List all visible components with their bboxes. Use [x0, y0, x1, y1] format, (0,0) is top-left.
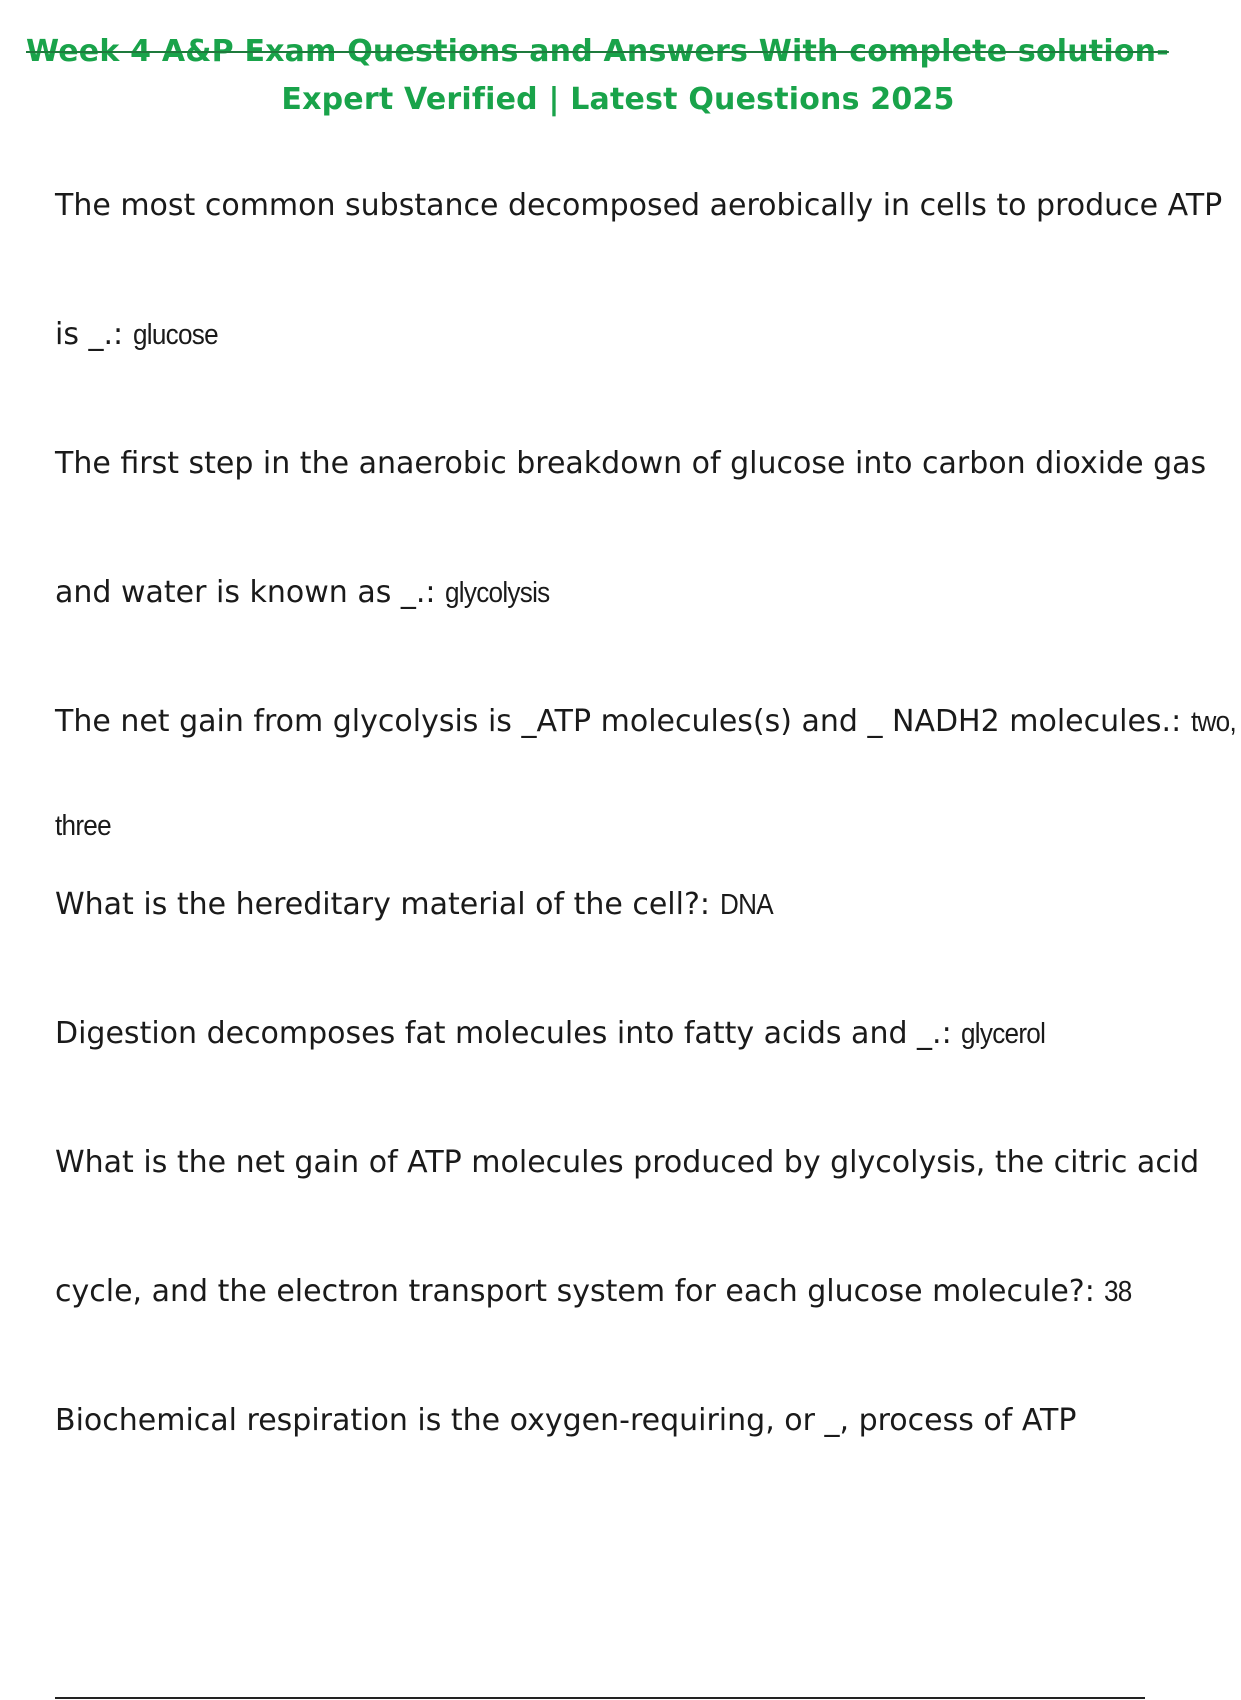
question-line: [55, 1403, 1200, 1439]
document-title-line-2: Expert Verified | Latest Questions 2025: [281, 82, 955, 117]
page-bottom-rule: [55, 1697, 1145, 1699]
question-text: The first step in the anaerobic breakdown of glucose into carbon dioxide gas: [55, 446, 1207, 481]
question-text: Biochemical respiration is the oxygen-requiring, or _, process of ATP: [55, 1403, 1077, 1438]
question-line: [55, 188, 1223, 224]
question-line: [55, 317, 227, 353]
answer-text: glycolysis: [445, 577, 550, 609]
answer-text: glycerol: [961, 1018, 1046, 1050]
question-line: [55, 1145, 1200, 1181]
answer-text: 38: [1104, 1276, 1132, 1308]
answer-text: glucose: [132, 319, 218, 351]
question-text: What is the net gain of ATP molecules produced by glycolysis, the citric acid: [55, 1145, 1200, 1180]
question-line: [55, 575, 561, 611]
question-line: [55, 446, 1207, 482]
answer-text: two,: [1190, 706, 1236, 738]
question-text: The net gain from glycolysis is _ATP molecules(s) and _ NADH2 molecules.:: [55, 704, 1191, 739]
answer-continuation-line: [55, 808, 117, 844]
question-line: [55, 1016, 1055, 1052]
answer-text: three: [55, 810, 111, 842]
question-text: What is the hereditary material of the cell?:: [55, 887, 720, 922]
question-line: [55, 887, 778, 923]
question-line: [55, 704, 1236, 740]
question-text: is _.:: [55, 317, 133, 352]
document-title-line-1: Week 4 A&P Exam Questions and Answers With complete solution-: [26, 34, 1169, 69]
question-text: Digestion decomposes fat molecules into fatty acids and _.:: [55, 1016, 962, 1051]
question-text: cycle, and the electron transport system for each glucose molecule?:: [55, 1274, 1105, 1309]
question-line: [55, 1274, 1135, 1310]
question-text: The most common substance decomposed aerobically in cells to produce ATP: [55, 188, 1223, 223]
question-text: and water is known as _.:: [55, 575, 446, 610]
answer-text: DNA: [719, 889, 773, 921]
